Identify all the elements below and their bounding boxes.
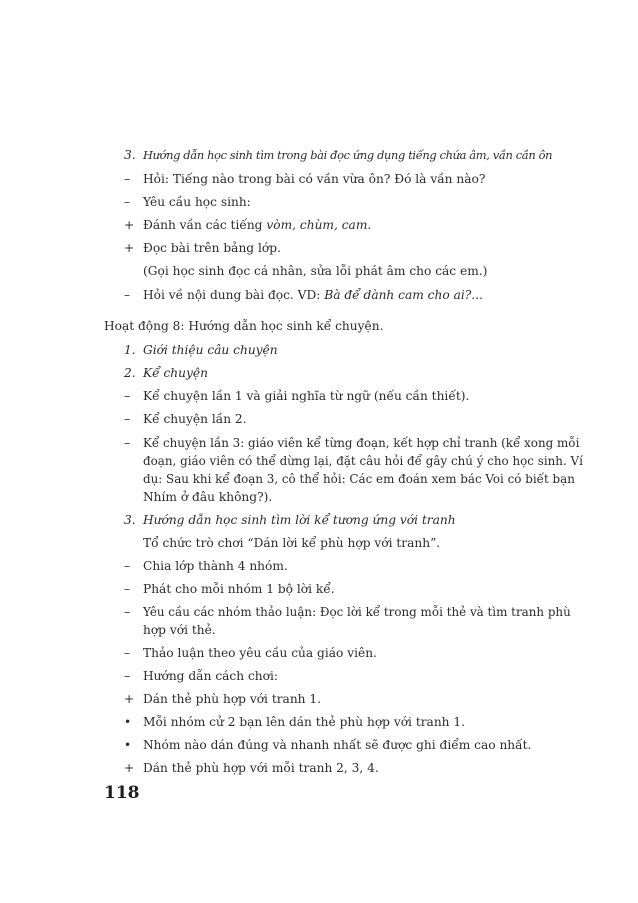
step-title: Kể chuyện <box>143 366 208 380</box>
step-number: 3. <box>124 148 136 162</box>
rule-line: Dán thẻ phù hợp với tranh 1. <box>143 692 322 706</box>
spelling-line <box>143 217 371 233</box>
step-number: 2. <box>124 366 136 380</box>
content-question-text: Hỏi về nội dung bài đọc. VD: <box>143 288 325 302</box>
note-line: (Gọi học sinh đọc cá nhân, sửa lỗi phát âm cho các em.) <box>143 264 488 278</box>
dash-marker: – <box>124 605 131 619</box>
spelling-text: Đánh vần các tiếng <box>143 218 267 232</box>
dash-marker: – <box>124 559 131 573</box>
dash-marker: – <box>124 412 131 426</box>
instruction-line: Yêu cầu học sinh: <box>143 195 251 209</box>
dash-marker: – <box>124 172 131 186</box>
plus-marker: + <box>124 761 135 775</box>
rule-line: Mỗi nhóm cử 2 bạn lên dán thẻ phù hợp với tranh 1. <box>143 715 466 729</box>
plus-marker: + <box>124 241 135 255</box>
story-paragraph-line: dụ: Sau khi kể đoạn 3, cô thể hỏi: Các em đoán xem bác Voi có biết bạn <box>143 472 575 486</box>
reading-line: Đọc bài trên bảng lớp. <box>143 241 281 255</box>
bullet-marker: • <box>124 715 132 729</box>
step-number: 1. <box>124 343 136 357</box>
rule-line: Nhóm nào dán đúng và nhanh nhất sẽ được ghi điểm cao nhất. <box>143 738 532 752</box>
game-step: Chia lớp thành 4 nhóm. <box>143 559 288 573</box>
game-step: Yêu cầu các nhóm thảo luận: Đọc lời kể trong mỗi thẻ và tìm tranh phù <box>143 605 571 619</box>
bullet-marker: • <box>124 738 132 752</box>
dash-marker: – <box>124 195 131 209</box>
story-paragraph-line: Nhím ở đâu không?). <box>143 490 273 504</box>
spelling-words: vòm, chùm, cam. <box>266 218 372 232</box>
step-title: Hướng dẫn học sinh tìm trong bài đọc ứng dụng tiếng chứa âm, vần cần ôn <box>143 148 553 162</box>
story-line: Kể chuyện lần 1 và giải nghĩa từ ngữ (nếu cần thiết). <box>143 389 470 403</box>
story-line: Kể chuyện lần 2. <box>143 412 247 426</box>
content-question-example: Bà để dành cam cho ai?... <box>324 288 483 302</box>
story-paragraph-line: đoạn, giáo viên có thể dừng lại, đặt câu hỏi để gây chú ý cho học sinh. Ví <box>143 454 583 468</box>
rule-line: Dán thẻ phù hợp với mỗi tranh 2, 3, 4. <box>143 761 379 775</box>
game-step: Phát cho mỗi nhóm 1 bộ lời kể. <box>143 582 335 596</box>
question-line: Hỏi: Tiếng nào trong bài có vần vừa ôn? Đó là vần nào? <box>143 172 486 186</box>
page-number: 118 <box>104 783 140 803</box>
step-title: Hướng dẫn học sinh tìm lời kể tương ứng với tranh <box>143 513 456 527</box>
game-step: Hướng dẫn cách chơi: <box>143 669 278 683</box>
dash-marker: – <box>124 646 131 660</box>
dash-marker: – <box>124 288 131 302</box>
dash-marker: – <box>124 582 131 596</box>
dash-marker: – <box>124 669 131 683</box>
game-intro: Tổ chức trò chơi “Dán lời kể phù hợp với tranh”. <box>143 536 441 550</box>
dash-marker: – <box>124 436 131 450</box>
content-question-line <box>143 287 483 303</box>
step-title: Giới thiệu câu chuyện <box>143 343 278 357</box>
game-step: hợp với thẻ. <box>143 623 216 637</box>
plus-marker: + <box>124 692 135 706</box>
game-step: Thảo luận theo yêu cầu của giáo viên. <box>143 646 377 660</box>
story-paragraph-line: Kể chuyện lần 3: giáo viên kể từng đoạn, kết hợp chỉ tranh (kể xong mỗi <box>143 436 580 450</box>
step-number: 3. <box>124 513 136 527</box>
activity-heading: Hoạt động 8: Hướng dẫn học sinh kể chuyện. <box>104 319 384 333</box>
plus-marker: + <box>124 218 135 232</box>
dash-marker: – <box>124 389 131 403</box>
